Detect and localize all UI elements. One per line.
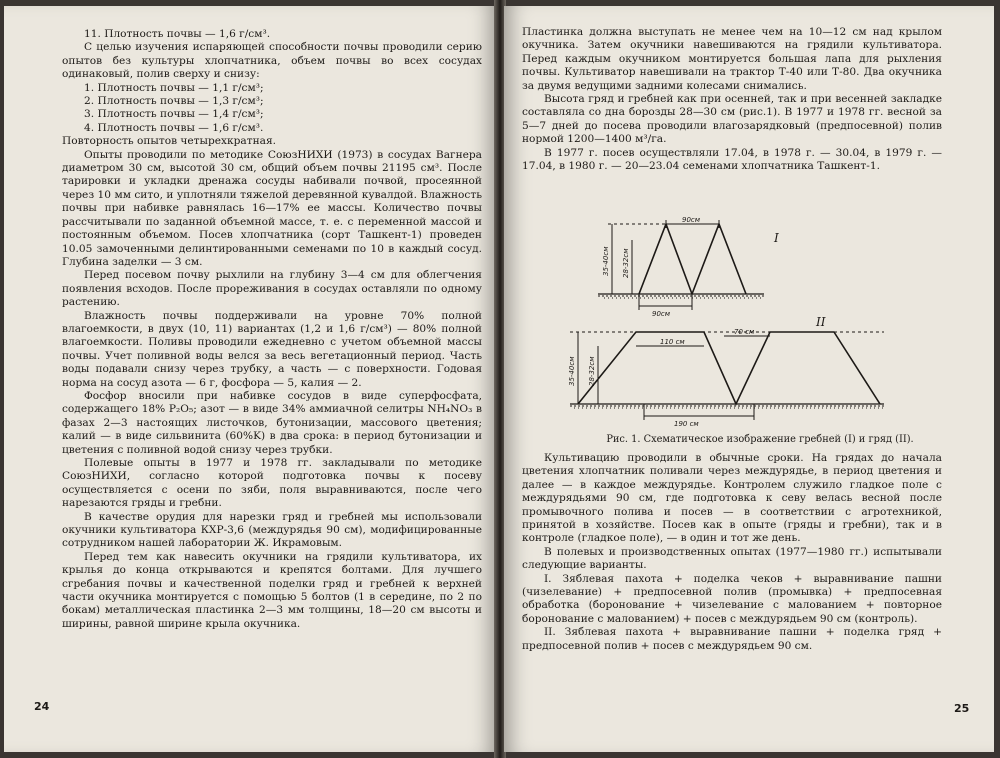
dim-label: 28-32см [622,248,630,278]
right-text-column-bottom [522,452,942,653]
left-text-column [62,28,482,631]
paragraph: В полевых и производственных опытах (1977—1980 гг.) испытывали следующие варианты. [522,545,942,572]
right-page [504,6,994,752]
figure-label-II: II [816,315,826,329]
page-number: 24 [34,700,50,713]
left-page [4,6,496,752]
dim-label: 90см [682,216,701,224]
dim-label: 70 см [734,328,755,336]
paragraph: Опыты проводили по методике СоюзНИХИ (1973) в сосудах Вагнера диаметром 30 см, высотой 30 см, общий объем почвы 21195 см³. После тарировки и укладки дренажа сосуды набивали почвой, просеянной через 10 мм сито, и уплотняли тяжелой деревянной кувалдой. Влажность почвы при набивке равнялась 16—17% ее массы. Количество почвы рассчитывали по заданной объемной массе, т. е. с переменной массой и постоянным объемом. Посев хлопчатника (сорт Ташкент-1) проведен 10.05 замоченными делинтированными семенами по 10 в каждый сосуд. Глубина заделки — 3 см. [62,148,482,268]
figure-label-I: I [774,231,779,245]
paragraph: В качестве орудия для нарезки гряд и гребней мы использовали окучники культиватора КХР-3,6 (междурядья 90 см), модифицированные сотрудником нашей лаборатории Ж. Икрамовым. [62,510,482,550]
dim-label: 35-40см [568,356,576,386]
ridges-and-beds-figure [564,214,904,429]
list-item: 1. Плотность почвы — 1,1 г/см³; [84,81,264,94]
dim-label: 110 см [660,338,685,346]
paragraph: Перед посевом почву рыхлили на глубину 3—4 см для облегчения появления всходов. После прореживания в сосудах оставляли по одному растению. [62,269,482,309]
dim-label: 28-32см [588,356,596,386]
right-text-column-top [522,26,942,173]
beds-diagram [570,332,884,420]
paragraph: Культивацию проводили в обычные сроки. На грядах до начала цветения хлопчатник поливали через междурядье, в период цветения и далее — в каждое междурядье. Контролем служило гладкое поле с междурядьями 90 см, где подготовка к севу велась весной после промывочного полива и посев — в соответствии с агротехникой, принятой в хозяйстве. Посев как в опыте (гряды и гребни), так и в контроле (гладкое поле), — в один и тот же день. [522,452,942,545]
paragraph: 11. Плотность почвы — 1,6 г/см³. [84,28,271,40]
list-item: 4. Плотность почвы — 1,6 г/см³. [84,121,264,134]
paragraph: Пластинка должна выступать не менее чем на 10—12 см над крылом окучника. Затем окучники навешиваются на грядили культиватора. Перед каждым окучником монтируется большая лапа для рыхления почвы. Культиватор навешивали на трактор Т-40 или Т-80. Два окучника за двумя ведущими задними колесами снимались. [522,26,942,92]
page-number: 25 [954,702,970,715]
paragraph: Высота гряд и гребней как при осенней, так и при весенней закладке составляла со дна борозды 28—30 см (рис.1). В 1977 и 1978 гг. весной за 5—7 дней до посева проводили влагозарядковый (предпосевной) полив нормой 1200—1400 м³/га. [522,93,942,146]
dim-label: 190 см [674,420,699,428]
list-item: 2. Плотность почвы — 1,3 г/см³; [84,95,264,108]
paragraph: Полевые опыты в 1977 и 1978 гг. закладывали по методике СоюзНИХИ, согласно которой подготовка почвы к посеву осуществляется с осени по зяби, поля выравниваются, после чего нарезаются гряды и гребни. [62,457,482,510]
paragraph: С целью изучения испаряющей способности почвы проводили серию опытов без культуры хлопчатника, объем почвы во всех сосудах одинаковый, полив сверху и снизу: [62,41,482,81]
paragraph: Повторность опытов четырехкратная. [62,135,277,148]
figure-caption: Рис. 1. Схематическое изображение гребней (I) и гряд (II). [606,434,914,445]
paragraph: Фосфор вносили при набивке сосудов в виде суперфосфата, содержащего 18% P₂O₅; азот — в виде 34% аммиачной селитры NH₄NO₃ в фазах 2—3 настоящих листочков, бутонизации, массового цветения; калий — в виде сильвинита (60%K) в два срока: в период бутонизации и цветения с поливной водой снизу через трубки. [62,389,482,456]
paragraph: Перед тем как навесить окучники на грядили культиватора, их крылья до конца открываются и крепятся болтами. Для лучшего сгребания почвы и качественной поделки гряд и гребней к верхней части окучника монтируется с помощью 5 болтов (1 в середине, по 2 по бокам) металлическая пластинка 2—3 мм толщины, 18—20 см высоты и ширины, равной ширине крыла окучника. [62,550,482,630]
dim-label: 90см [652,310,671,318]
list-item: 3. Плотность почвы — 1,4 г/см³; [84,108,264,121]
paragraph: Влажность почвы поддерживали на уровне 70% полной влагоемкости, в двух (10, 11) вариантах (1,2 и 1,6 г/см³) — 80% полной влагоемкости. Поливы проводили ежедневно с учетом объемной массы почвы. Учет поливной воды велся за весь вегетационный период. Часть воды подавали снизу через трубку, а часть — с поверхности. Годовая норма на сосуд азота — 6 г, фосфора — 5, калия — 2. [62,309,482,389]
paragraph: II. Зяблевая пахота + выравнивание пашни + поделка гряд + предпосевной полив + посев с междурядьем 90 см. [522,626,942,652]
dim-label: 35-40см [602,246,610,276]
paragraph: В 1977 г. посев осуществляли 17.04, в 1978 г. — 30.04, в 1979 г. — 17.04, в 1980 г. — 20—23.04 семенами хлопчатника Ташкент-1. [522,146,942,173]
paragraph: I. Зяблевая пахота + поделка чеков + выравнивание пашни (чизелевание) + предпосевной полив (промывка) + предпосевная обработка (боронование + чизелевание с малованием + повторное боронование с малованием) + посев с междурядьем 90 см (контроль). [522,572,942,625]
